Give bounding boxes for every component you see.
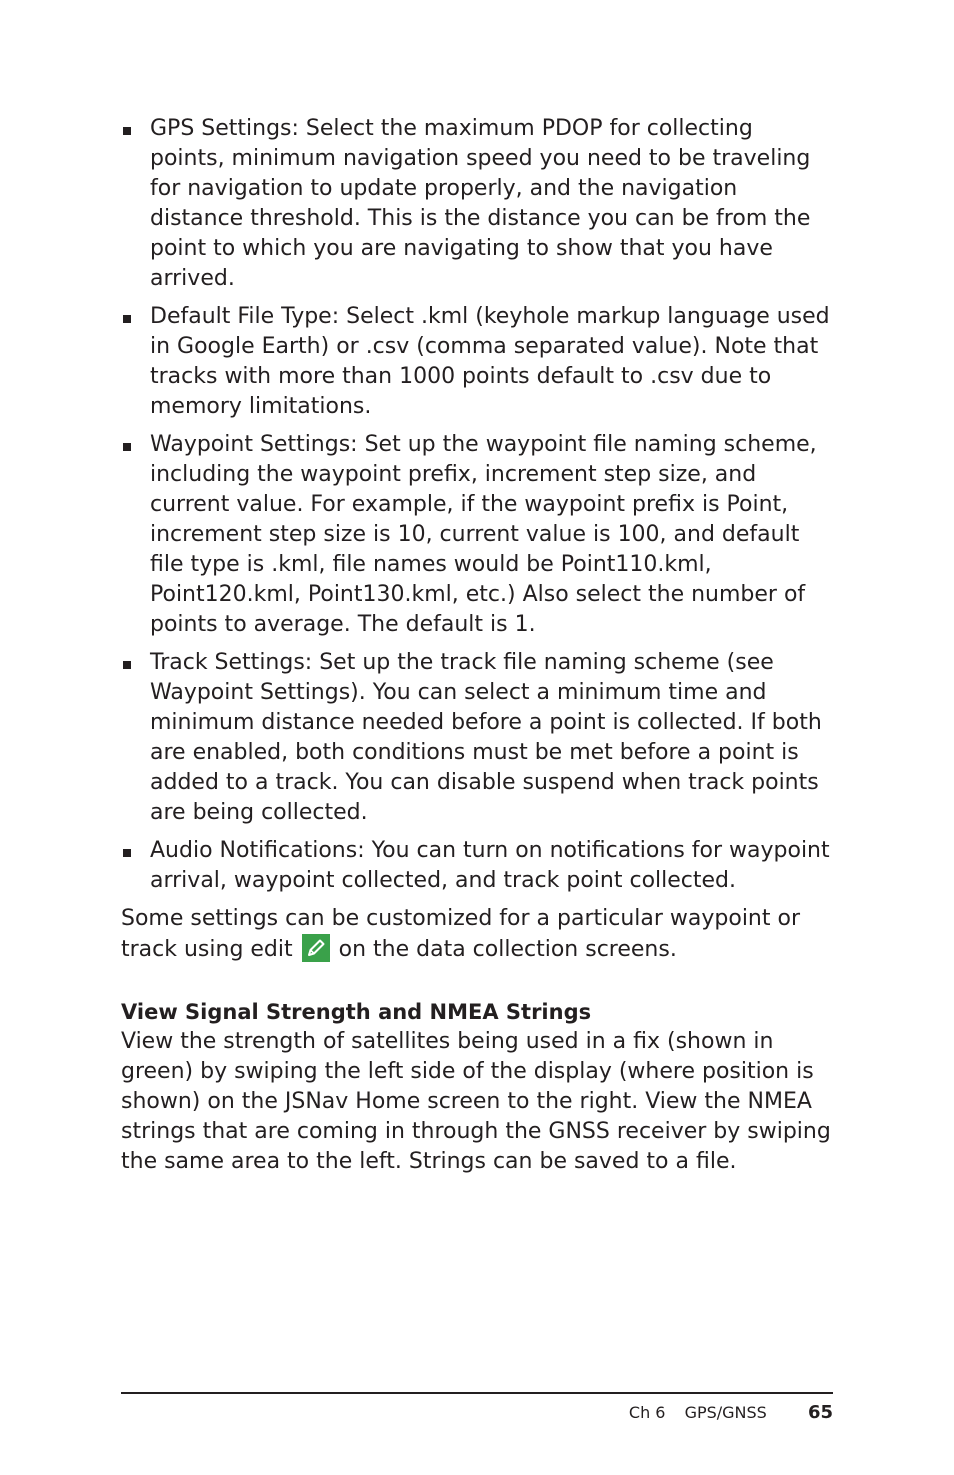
square-bullet-icon bbox=[123, 849, 131, 857]
list-item bbox=[121, 430, 833, 640]
list-item bbox=[121, 114, 833, 294]
bullet-text-track-settings: Track Settings: Set up the track file naming scheme (see Waypoint Settings). You can select a minimum time and minimum distance needed before a point is collected. If both are enabled, both conditions must be met before a point is added to a track. You can disable suspend when track points are being collected. bbox=[150, 650, 822, 825]
square-bullet-icon bbox=[123, 443, 131, 451]
page-footer bbox=[121, 1402, 833, 1424]
bullet-text-audio-notifications: Audio Notifications: You can turn on notifications for waypoint arrival, waypoint collected, and track point collected. bbox=[150, 838, 830, 893]
section-body: View the strength of satellites being used in a fix (shown in green) by swiping the left side of the display (where position is shown) on the JSNav Home screen to the right. View the NMEA strings that are coming in through the GNSS receiver by swiping the same area to the left. Strings can be saved to a file. bbox=[121, 1029, 831, 1174]
list-item bbox=[121, 648, 833, 828]
page-content bbox=[121, 114, 833, 1177]
customize-text-after: on the data collection screens. bbox=[338, 937, 677, 962]
bullet-text-default-file-type: Default File Type: Select .kml (keyhole markup language used in Google Earth) or .csv (comma separated value). Note that tracks with more than 1000 points default to .csv due to memory limitations. bbox=[150, 304, 830, 419]
square-bullet-icon bbox=[123, 315, 131, 323]
footer-chapter: Ch 6 bbox=[628, 1403, 666, 1422]
customize-paragraph bbox=[121, 904, 833, 965]
edit-pencil-icon bbox=[302, 934, 330, 962]
footer-divider bbox=[121, 1392, 833, 1394]
page-number: 65 bbox=[807, 1402, 833, 1423]
customize-text-before: Some settings can be customized for a particular waypoint or track using edit bbox=[121, 906, 801, 962]
list-item bbox=[121, 836, 833, 896]
settings-list bbox=[121, 114, 833, 896]
section-heading: View Signal Strength and NMEA Strings bbox=[121, 1000, 592, 1024]
list-item bbox=[121, 302, 833, 422]
square-bullet-icon bbox=[123, 661, 131, 669]
bullet-text-waypoint-settings: Waypoint Settings: Set up the waypoint file naming scheme, including the waypoint prefix, increment step size, and current value. For example, if the waypoint prefix is Point, increment step size is 10, current value is 100, and default file type is .kml, file names would be Point110.kml, Point120.kml, Point130.kml, etc.) Also select the number of points to average. The default is 1. bbox=[150, 432, 817, 637]
bullet-text-gps-settings: GPS Settings: Select the maximum PDOP for collecting points, minimum navigation speed you need to be traveling for navigation to update properly, and the navigation distance threshold. This is the distance you can be from the point to which you are navigating to show that you have arrived. bbox=[150, 116, 811, 291]
square-bullet-icon bbox=[123, 127, 131, 135]
footer-section-name: GPS/GNSS bbox=[684, 1403, 767, 1422]
